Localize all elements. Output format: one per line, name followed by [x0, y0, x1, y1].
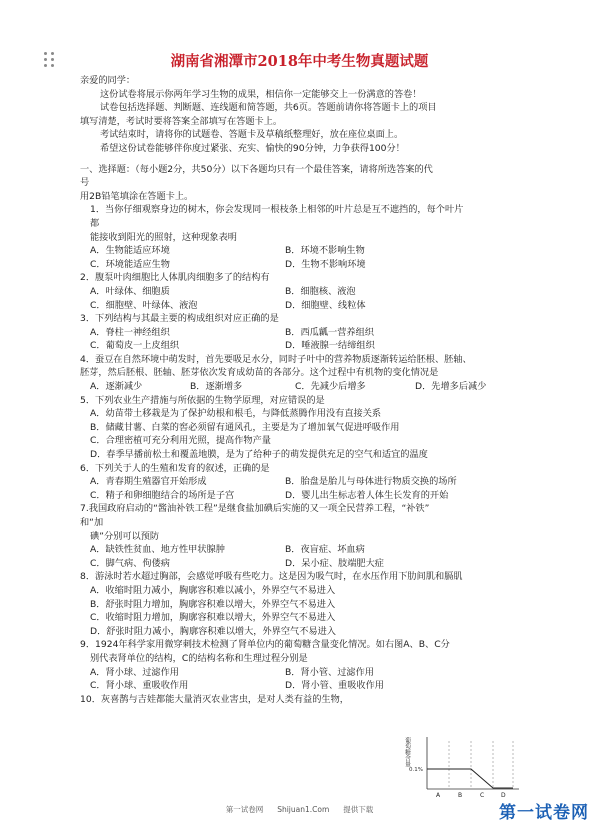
q8-stem: 8．游泳时若水超过胸部，会感觉呼吸有些吃力。这是因为吸气时，在水压作用下肋间肌和膈肌: [80, 571, 463, 583]
q10-stem: 10．灰喜鹊与吉娃都能大量消灭农业害虫，是对人类有益的生物，: [80, 693, 349, 705]
figure-label-a: A: [436, 792, 441, 799]
q8-option-d: D．舒张时阻力减小，胸廓容积难以增大，外界空气不易进入: [90, 625, 336, 637]
intro-p4: 希望这份试卷能够伴你度过紧张、充实、愉快的90分钟，力争获得100分！: [100, 142, 405, 154]
q4-option-c: C．先减少后增多: [295, 381, 366, 393]
q4-option-a: A．逐渐减少: [90, 381, 143, 393]
q7-option-d: D．呆小症、肢端肥大症: [285, 557, 384, 569]
q3-option-a: A．脊柱一神经组织: [90, 326, 170, 338]
q2-option-d: D．细胞壁、线粒体: [285, 299, 366, 311]
q2-options-ab: [80, 285, 520, 299]
q4-stem-a: 4．蚕豆在自然环境中萌发时，首先要吸足水分，同时子叶中的营养物质逐渐转运给胚根、胚轴、: [80, 353, 472, 365]
q7-option-b: B．夜盲症、坏血病: [285, 544, 365, 556]
q2-options-cd: [80, 299, 520, 313]
q6-options-cd: [80, 489, 520, 503]
figure-ytick: 0.1%: [409, 767, 423, 773]
q7-stem-b: 和“加: [80, 517, 104, 528]
page-title: 湖南省湘潭市2018年中考生物真题试题: [170, 53, 429, 70]
q1-stem-b: 都: [90, 217, 100, 229]
q9-option-c: C．肾小球、重吸收作用: [90, 680, 189, 692]
figure-label-d: D: [501, 792, 506, 799]
q4-option-b: B．逐渐增多: [190, 381, 243, 393]
q2-option-a: A．叶绿体、细胞质: [90, 285, 170, 297]
figure-ylabel: 葡萄糖含量: [403, 737, 411, 767]
q8-option-c: C．收缩时阻力增加，胸廓容积难以增大，外界空气不易进入: [90, 612, 336, 624]
q1-option-d: D．生物不影响环境: [285, 258, 366, 270]
q9-option-d: D．肾小管、重吸收作用: [285, 680, 384, 692]
q7-stem-a: 7.我国政府启动的“酱油补铁工程”是继食盐加碘后实施的又一项全民营养工程，“补铁”: [80, 503, 430, 515]
q1-option-a: A．生物能适应环境: [90, 245, 170, 257]
q7-option-c: C．脚气病、佝偻病: [90, 557, 170, 569]
figure-curve: [427, 769, 513, 788]
q8-option-b: B．舒张时阻力增加，胸廓容积难以增大，外界空气不易进入: [90, 598, 336, 610]
q3-options-ab: [80, 326, 520, 340]
q4-option-d: D．先增多后减少: [415, 381, 487, 393]
q9-option-a: A．肾小球、过滤作用: [90, 666, 179, 678]
section1-heading-c: 用2B铅笔填涂在答题卡上。: [80, 190, 194, 202]
section1-heading-b: 号: [80, 177, 90, 189]
q2-option-c: C．细胞壁、叶绿体、液泡: [90, 299, 198, 311]
footer-center: Shijuan1.Com: [277, 805, 330, 814]
figure-label-c: C: [480, 792, 485, 799]
q9-options-cd: [80, 679, 520, 693]
q3-option-c: C．葡萄皮一上皮组织: [90, 340, 180, 352]
figure-label-b: B: [458, 792, 463, 799]
q4-options: [80, 380, 520, 394]
q7-options-ab: [80, 543, 520, 557]
q6-option-d: D．婴儿出生标志着人体生长发育的开始: [285, 489, 449, 501]
intro-p1: 这份试卷将展示你两年学习生物的成果，相信你一定能够交上一份满意的答卷！: [100, 88, 422, 100]
q7-option-a: A．缺铁性贫血、地方性甲状腺肿: [90, 544, 225, 556]
q2-stem: 2．腹泵叶肉细胞比人体肌肉细胞多了的结构有: [80, 272, 270, 284]
section1-heading-a: 一、选择题：（每小题2分，共50分）以下各题均只有一个最佳答案，请将所选答案的代: [80, 163, 433, 175]
glucose-figure: [405, 733, 523, 799]
greeting: 亲爱的同学：: [80, 75, 136, 86]
q3-option-b: B．西瓜瓤一营养组织: [285, 326, 374, 338]
q9-stem-a: 9．1924年科学家用微穿刺技术检测了肾单位内的葡萄糖含量变化情况。如右图A、B、C分: [80, 639, 450, 651]
q6-option-b: B．胎盘是胎儿与母体进行物质交换的场所: [285, 476, 457, 488]
q1-options-cd: [80, 258, 520, 272]
q9-stem-b: 别代表肾单位的结构，C的结构名称和生理过程分别是: [90, 652, 308, 664]
q6-option-c: C．精子和卵细胞结合的场所是子宫: [90, 489, 235, 501]
document-body: [80, 74, 520, 706]
intro-p2b: 填写清楚，考试时要将答案全部填写在答题卡上。: [80, 115, 283, 127]
q5-option-d: D．春季早播前松土和覆盖地膜，是为了给种子的萌发提供充足的空气和适宜的温度: [90, 449, 428, 461]
q6-stem: 6．下列关于人的生殖和发育的叙述，正确的是: [80, 462, 270, 474]
q6-option-a: A．青春期生殖器官开始形成: [90, 476, 207, 488]
q3-option-d: D．唾液腺一结缔组织: [285, 340, 375, 352]
intro-p3: 考试结束时，请将你的试题卷、答题卡及草稿纸整理好，放在座位桌面上。: [100, 129, 404, 141]
q5-option-b: B．储藏甘薯、白菜的窖必须留有通风孔，主要是为了增加氧气促进呼吸作用: [90, 421, 400, 433]
footer-right: 提供下载: [343, 805, 374, 814]
intro-p2a: 试卷包括选择题、判断题、连线题和简答题，共6页。答题前请你将答题卡上的项目: [100, 102, 437, 114]
q7-options-cd: [80, 557, 520, 571]
q6-options-ab: [80, 475, 520, 489]
q8-option-a: A．收缩时阻力减小，胸廓容积难以减小，外界空气不易进入: [90, 584, 336, 596]
q1-options-ab: [80, 244, 520, 258]
footer-left: 第一试卷网: [225, 805, 264, 814]
q4-stem-b: 胚芽，然后胚根、胚轴、胚芽依次发育成幼苗的各部分。这个过程中有机物的变化情况是: [80, 367, 439, 379]
q5-option-c: C．合理密植可充分利用光照，提高作物产量: [90, 435, 271, 447]
q3-options-cd: [80, 339, 520, 353]
q1-option-b: B．环境不影响生物: [285, 245, 365, 257]
q1-stem-a: 1．当你仔细观察身边的树木，你会发现同一根枝条上相邻的叶片总是互不遮挡的，每个叶片: [90, 204, 464, 216]
q2-option-b: B．细胞核、液泡: [285, 285, 356, 297]
q5-option-a: A．幼苗带土移栽是为了保护幼根和根毛，与降低蒸腾作用没有直接关系: [90, 408, 382, 420]
q1-option-c: C．环境能适应生物: [90, 258, 170, 270]
q3-stem: 3．下列结构与其最主要的构成组织对应正确的是: [80, 313, 279, 325]
watermark-logo: 第一试卷网: [499, 803, 589, 823]
q7-stem-c: 碘”分别可以预防: [90, 530, 160, 542]
q5-stem: 5．下列农业生产措施与所依据的生物学原理，对应错误的是: [80, 394, 325, 406]
q9-option-b: B．肾小管、过滤作用: [285, 666, 374, 678]
q9-options-ab: [80, 666, 520, 680]
q1-stem-c: 能接收到阳光的照射，这种现象表明: [90, 231, 237, 243]
